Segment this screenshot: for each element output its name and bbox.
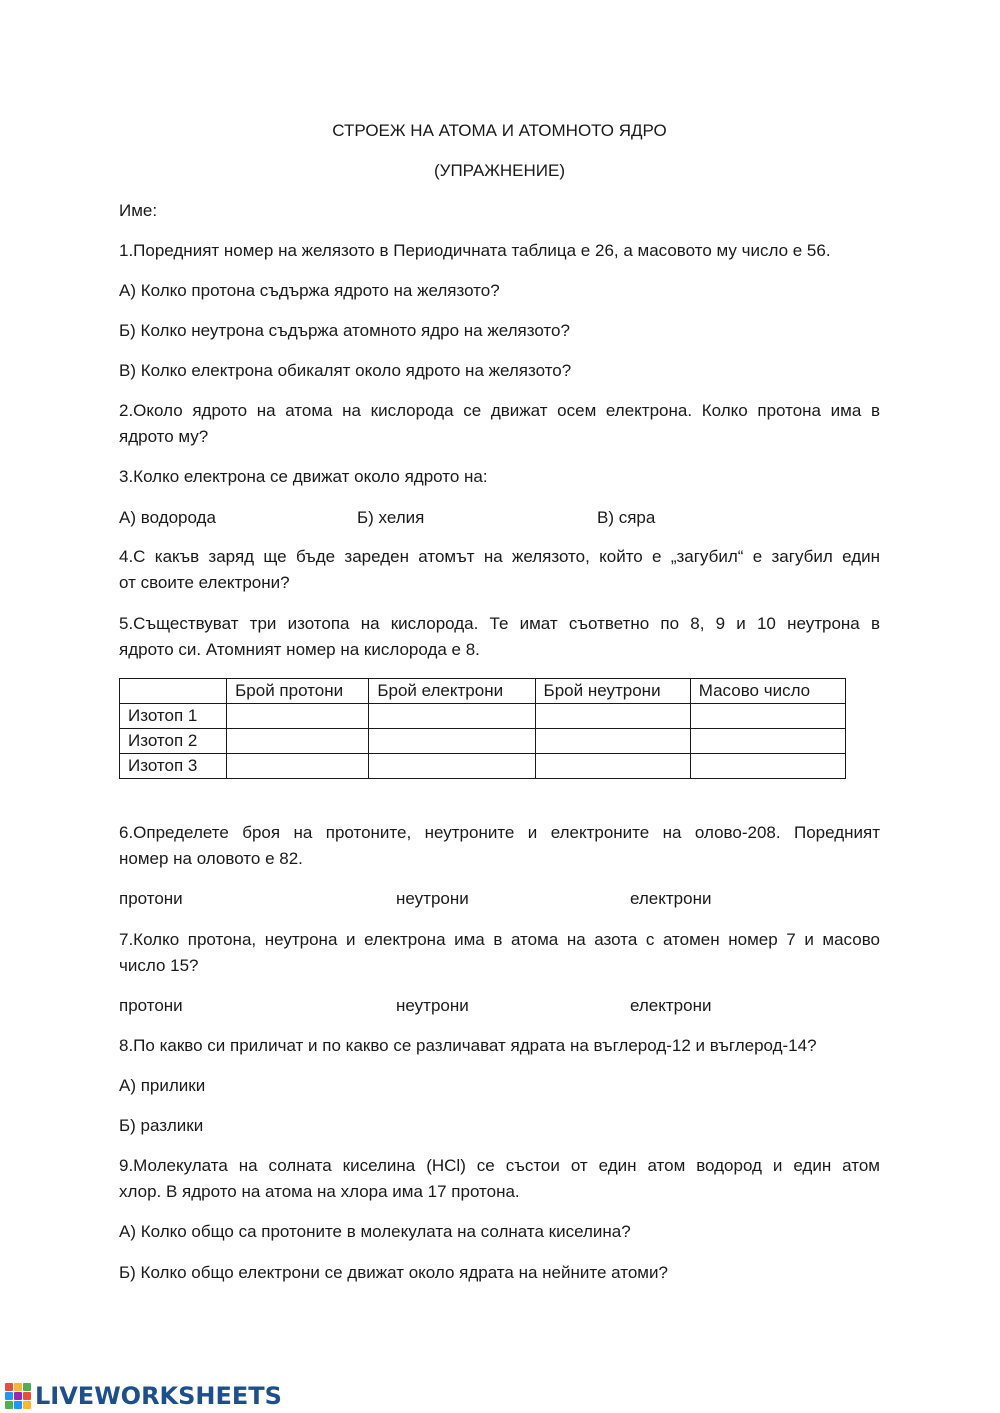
question-7-neutrons: неутрони — [396, 996, 469, 1015]
question-8b: Б) разлики — [119, 1116, 204, 1135]
question-7-line2: число 15? — [119, 956, 199, 975]
question-5-line2: ядрото си. Атомният номер на кислорода е 8. — [119, 640, 480, 659]
question-7-electrons: електрони — [630, 996, 712, 1015]
question-9-line2: хлор. В ядрото на атома на хлора има 17 протона. — [119, 1182, 520, 1201]
liveworksheets-logo[interactable] — [5, 1380, 282, 1412]
answer-cell[interactable] — [369, 729, 535, 754]
question-4-line1: 4.С какъв заряд ще бъде зареден атомът на желязото, който е „загубил“ е загубил един — [119, 547, 880, 566]
question-4-line2: от своите електрони? — [119, 573, 290, 592]
question-6-protons: протони — [119, 889, 183, 908]
table-row — [120, 729, 846, 754]
question-2-line1: 2.Около ядрото на атома на кислорода се движат осем електрона. Колко протона има в — [119, 401, 880, 420]
answer-cell[interactable] — [535, 729, 690, 754]
table-row — [120, 754, 846, 779]
question-1b: Б) Колко неутрона съдържа атомното ядро на желязото? — [119, 321, 570, 340]
row-label: Изотоп 3 — [120, 754, 227, 779]
isotope-table — [119, 678, 846, 779]
question-6-electrons: електрони — [630, 889, 712, 908]
question-9b: Б) Колко общо електрони се движат около ядрата на нейните атоми? — [119, 1263, 668, 1282]
answer-cell[interactable] — [535, 754, 690, 779]
table-header-cell: Масово число — [690, 679, 845, 704]
question-8: 8.По какво си приличат и по какво се различават ядрата на въглерод-12 и въглерод-14? — [119, 1036, 817, 1055]
answer-cell[interactable] — [227, 704, 369, 729]
table-header-cell — [120, 679, 227, 704]
blocks-icon — [5, 1383, 33, 1409]
page-title: СТРОЕЖ НА АТОМА И АТОМНОТО ЯДРО — [332, 121, 667, 140]
name-label: Име: — [119, 201, 158, 220]
question-8a: А) прилики — [119, 1076, 206, 1095]
answer-cell[interactable] — [227, 729, 369, 754]
question-1: 1.Поредният номер на желязото в Периодичната таблица е 26, а масовото му число е 56. — [119, 241, 831, 260]
table-row — [120, 704, 846, 729]
table-header-cell: Брой неутрони — [535, 679, 690, 704]
question-7-protons: протони — [119, 996, 183, 1015]
question-6-line2: номер на оловото е 82. — [119, 849, 303, 868]
question-6-line1: 6.Определете броя на протоните, неутроните и електроните на олово-208. Поредният — [119, 823, 880, 842]
question-1a: А) Колко протона съдържа ядрото на желязото? — [119, 281, 500, 300]
answer-cell[interactable] — [690, 754, 845, 779]
answer-cell[interactable] — [369, 704, 535, 729]
question-5-line1: 5.Съществуват три изотопа на кислорода. Те имат съответно по 8, 9 и 10 неутрона в — [119, 614, 880, 633]
table-header-row — [120, 679, 846, 704]
page-subtitle: (УПРАЖНЕНИЕ) — [433, 161, 566, 180]
question-7-line1: 7.Колко протона, неутрона и електрона има в атома на азота с атомен номер 7 и масово — [119, 930, 880, 949]
answer-cell[interactable] — [227, 754, 369, 779]
question-3c: В) сяра — [597, 508, 656, 527]
question-9-line1: 9.Молекулата на солната киселина (HCl) се състои от един атом водород и един атом — [119, 1156, 880, 1175]
answer-cell[interactable] — [690, 704, 845, 729]
question-1c: В) Колко електрона обикалят около ядрото на желязото? — [119, 361, 572, 380]
question-3a: А) водорода — [119, 508, 216, 527]
question-3: 3.Колко електрона се движат около ядрото на: — [119, 467, 488, 486]
question-9a: А) Колко общо са протоните в молекулата на солната киселина? — [119, 1222, 631, 1241]
question-2-line2: ядрото му? — [119, 427, 209, 446]
question-6-neutrons: неутрони — [396, 889, 469, 908]
row-label: Изотоп 1 — [120, 704, 227, 729]
row-label: Изотоп 2 — [120, 729, 227, 754]
answer-cell[interactable] — [369, 754, 535, 779]
table-header-cell: Брой електрони — [369, 679, 535, 704]
answer-cell[interactable] — [535, 704, 690, 729]
brand-name: LIVEWORKSHEETS — [35, 1382, 282, 1410]
table-header-cell: Брой протони — [227, 679, 369, 704]
answer-cell[interactable] — [690, 729, 845, 754]
question-3b: Б) хелия — [357, 508, 425, 527]
